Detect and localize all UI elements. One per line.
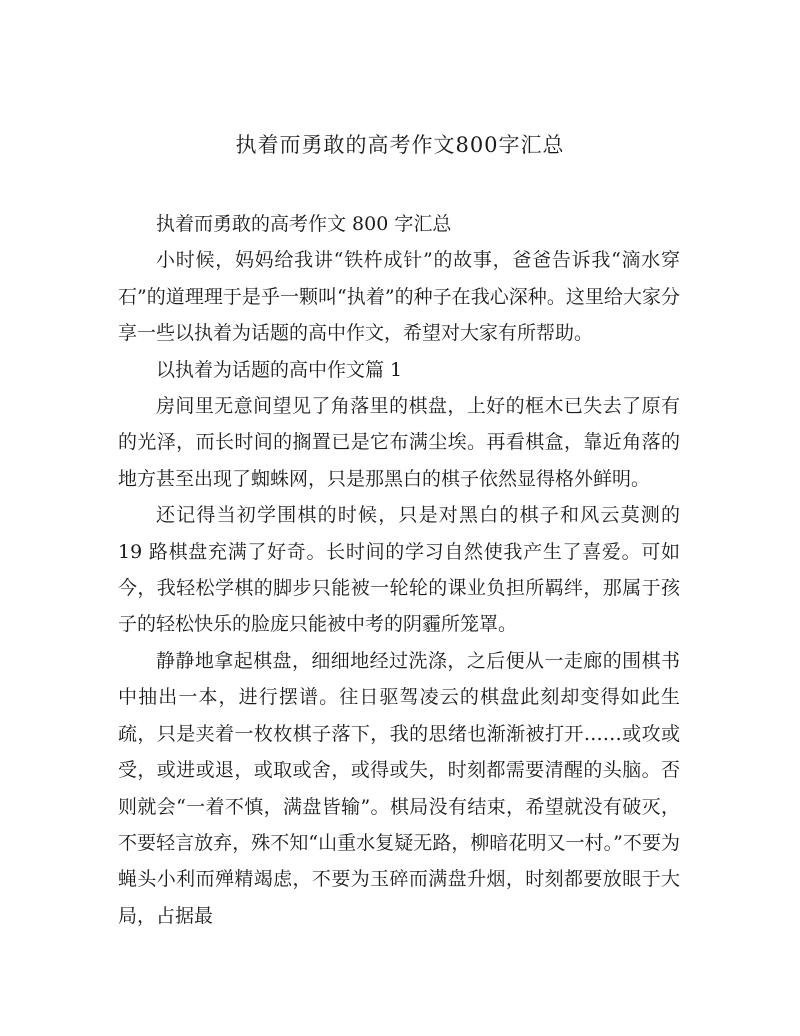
article-heading: 执着而勇敢的高考作文 800 字汇总 bbox=[156, 213, 452, 235]
intro-paragraph: 小时候，妈妈给我讲“铁杵成针”的故事，爸爸告诉我“滴水穿石”的道理理于是乎一颗叫“执着”的种子在我心深种。这里给大家分享一些以执着为话题的高中作文，希望对大家有所帮助。 bbox=[118, 249, 680, 345]
document-body bbox=[118, 206, 680, 934]
document-title: 执着而勇敢的高考作文800字汇总 bbox=[235, 133, 565, 157]
body-paragraph-2: 还记得当初学围棋的时候，只是对黑白的棋子和风云莫测的 19 路棋盘充满了好奇。长时间的学习自然使我产生了喜爱。可如今，我轻松学棋的脚步只能被一轮轮的课业负担所羁绊，那属于孩子的轻松快乐的脸庞只能被中考的阴霾所笼罩。 bbox=[118, 504, 680, 636]
section-heading: 以执着为话题的高中作文篇 1 bbox=[156, 358, 403, 381]
body-paragraph-1: 房间里无意间望见了角落里的棋盘，上好的框木已失去了原有的光泽，而长时间的搁置已是它布满尘埃。再看棋盒，靠近角落的地方甚至出现了蜘蛛网，只是那黑白的棋子依然显得格外鲜明。 bbox=[118, 395, 680, 490]
body-paragraph-3: 静静地拿起棋盘，细细地经过洗涤，之后便从一走廊的围棋书中抽出一本，进行摆谱。往日驱驾凌云的棋盘此刻却变得如此生疏，只是夹着一枚枚棋子落下，我的思绪也渐渐被打开……或攻或受，或进或退，或取或舍，或得或失，时刻都需要清醒的头脑。否则就会“一着不慎，满盘皆输”。棋局没有结束，希望就没有破灭，不要轻言放弃，殊不知“山重水复疑无路，柳暗花明又一村。”不要为蝇头小利而殚精竭虑，不要为玉碎而满盘升烟，时刻都要放眼于大局，占据最 bbox=[118, 649, 680, 927]
